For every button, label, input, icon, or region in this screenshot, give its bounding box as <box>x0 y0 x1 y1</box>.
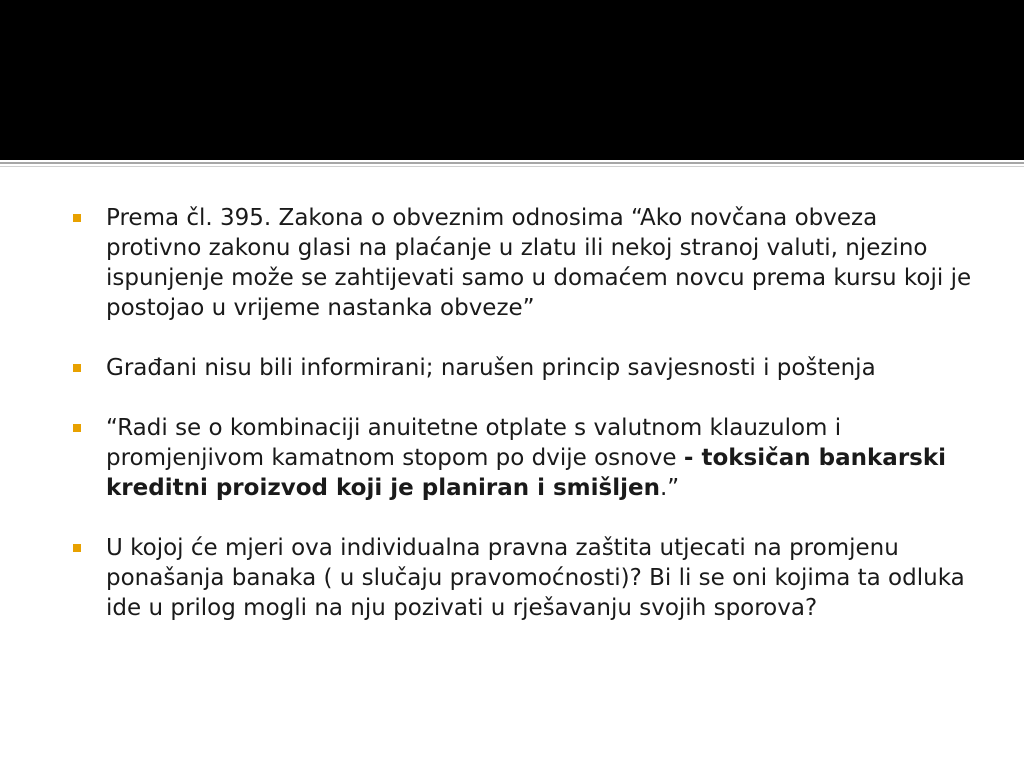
bullet-text-bold: - toksičan bankarski kreditni proizvod koji je planiran i smišljen <box>106 445 947 501</box>
square-bullet-icon <box>73 214 81 222</box>
square-bullet-icon <box>73 544 81 552</box>
bullet-list <box>72 203 972 653</box>
bullet-item-4 <box>72 533 972 623</box>
bullet-text: Prema čl. 395. Zakona o obveznim odnosima “Ako novčana obveza protivno zakonu glasi na plaćanje u zlatu ili nekoj stranoj valuti, njezino ispunjenje može se zahtijevati samo u domaćem novcu prema kursu koji je postojao u vrijeme nastanka obveze” <box>106 205 972 321</box>
bullet-text-end: .” <box>659 475 680 501</box>
bullet-text: Građani nisu bili informirani; narušen princip savjesnosti i poštenja <box>106 355 876 381</box>
square-bullet-icon <box>73 424 81 432</box>
bullet-item-1 <box>72 203 972 323</box>
bullet-item-3 <box>72 413 972 503</box>
title-band <box>0 0 1024 160</box>
title-divider-line <box>0 162 1024 164</box>
square-bullet-icon <box>73 364 81 372</box>
title-divider-line-thin <box>0 166 1024 167</box>
bullet-item-2 <box>72 353 972 383</box>
bullet-text: U kojoj će mjeri ova individualna pravna zaštita utjecati na promjenu ponašanja banaka ( u slučaju pravomoćnosti)? Bi li se oni kojima ta odluka ide u prilog mogli na nju pozivati u rješavanju svojih sporova? <box>106 535 965 621</box>
bullet-text: “Radi se o kombinaciji anuitetne otplate s valutnom klauzulom i promjenjivom kamatnom stopom po dvije osnove <box>106 415 842 471</box>
